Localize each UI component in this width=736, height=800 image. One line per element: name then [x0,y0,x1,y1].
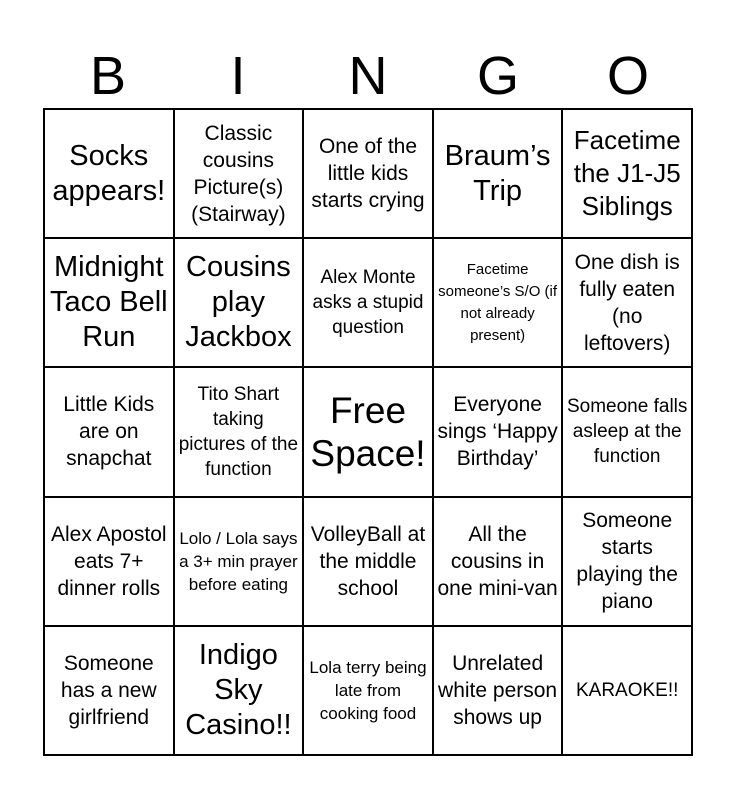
bingo-cell-text: All the cousins in one mini-van [437,522,558,600]
bingo-cell-text: Someone has a new girlfriend [60,651,157,729]
bingo-cell-text: Socks appears! [52,139,166,207]
bingo-cell[interactable] [562,497,692,626]
header-letter-i: I [230,46,246,106]
bingo-cell-text: Classic cousins Picture(s) (Stairway) [191,121,286,226]
bingo-cell[interactable] [433,626,563,755]
bingo-cell[interactable] [44,109,174,238]
bingo-cell-text: Cousins play Jackbox [185,251,292,354]
bingo-cell-text: One dish is fully eaten (no leftovers) [574,250,680,355]
header-letter-o: O [606,46,649,106]
free-space-cell[interactable] [303,367,433,496]
bingo-cell-text: Indigo Sky Casino!! [185,638,292,741]
bingo-cell-text: Braum’s Trip [444,139,551,207]
bingo-cell[interactable] [174,238,304,367]
bingo-cell[interactable] [562,109,692,238]
bingo-cell-text: Someone falls asleep at the function [566,396,688,468]
bingo-cell-text: KARAOKE!! [575,679,679,701]
bingo-cell-text: Facetime someone’s S/O (if not already present) [438,260,558,344]
bingo-cell-text: One of the little kids starts crying [311,135,425,213]
bingo-header [43,44,693,108]
bingo-cell-text: Facetime the J1-J5 Siblings [573,125,681,222]
bingo-cell[interactable] [433,497,563,626]
bingo-cell[interactable] [174,626,304,755]
bingo-cell[interactable] [562,238,692,367]
bingo-cell-text: Everyone sings ‘Happy Birthday’ [437,393,558,471]
bingo-cell[interactable] [303,497,433,626]
bingo-cell[interactable] [174,109,304,238]
bingo-cell[interactable] [44,626,174,755]
bingo-cell-text: Little Kids are on snapchat [63,393,155,471]
bingo-board [43,108,693,756]
bingo-cell-text: Lolo / Lola says a 3+ min prayer before eating [179,528,298,594]
header-letter-n: N [348,46,388,106]
free-space-text: Free Space! [310,389,426,474]
bingo-cell[interactable] [433,238,563,367]
bingo-cell-text: VolleyBall at the middle school [310,522,426,600]
bingo-cell-text: Alex Apostol eats 7+ dinner rolls [51,522,167,600]
bingo-cell[interactable] [44,497,174,626]
bingo-cell-text: Someone starts playing the piano [576,509,678,614]
bingo-cell-text: Lola terry being late from cooking food [309,657,427,723]
header-letter-g: G [476,46,519,106]
bingo-cell[interactable] [562,626,692,755]
bingo-cell[interactable] [433,367,563,496]
bingo-cell-text: Midnight Taco Bell Run [49,251,168,354]
bingo-cell[interactable] [174,367,304,496]
bingo-cell[interactable] [44,238,174,367]
bingo-cell[interactable] [562,367,692,496]
bingo-cell[interactable] [303,109,433,238]
bingo-cell[interactable] [433,109,563,238]
bingo-cell[interactable] [44,367,174,496]
bingo-cell[interactable] [174,497,304,626]
bingo-cell[interactable] [303,238,433,367]
header-letter-b: B [89,46,127,106]
bingo-cell[interactable] [303,626,433,755]
bingo-cell-text: Tito Shart taking pictures of the function [178,383,299,480]
bingo-cell-text: Unrelated white person shows up [438,651,558,729]
bingo-cell-text: Alex Monte asks a stupid question [312,267,424,339]
